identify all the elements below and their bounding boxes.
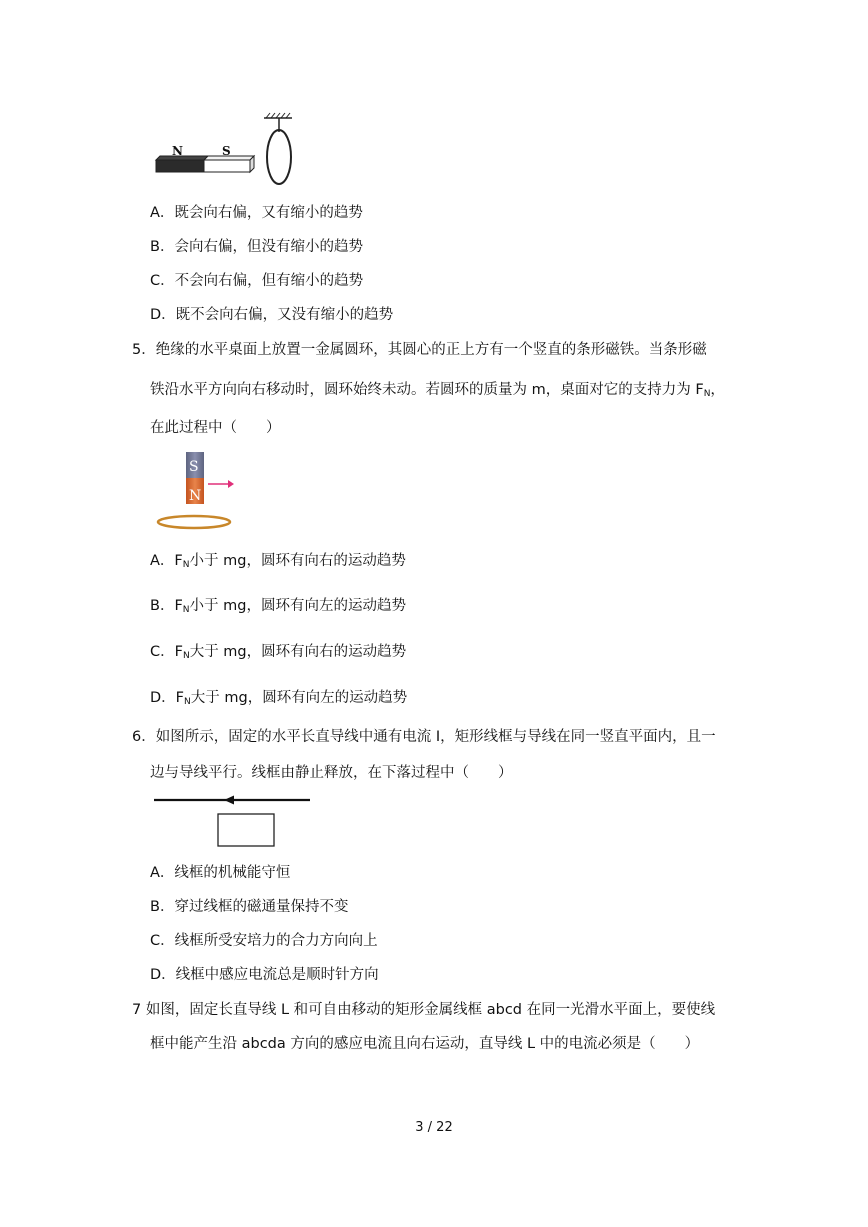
q6-option-a: A．线框的机械能守恒 xyxy=(150,865,291,881)
q7-stem-line1: 7 如图，固定长直导线 L 和可自由移动的矩形金属线框 abcd 在同一光滑水平面上，要使线 xyxy=(132,1002,716,1018)
bar-magnet xyxy=(156,156,254,172)
q5-option-a: A．$F_N$小于 mg，圆环有向右的运动趋势 xyxy=(150,553,406,570)
hanging-ring xyxy=(267,130,291,184)
q5-option-c: C．$F_N$大于 mg，圆环有向右的运动趋势 xyxy=(150,644,407,661)
motion-arrow xyxy=(208,480,234,488)
q7-stem-line2: 框中能产生沿 abcda 方向的感应电流且向右运动，直导线 L 中的电流必须是（ ） xyxy=(150,1036,700,1052)
magnet-n-label: N xyxy=(172,144,183,158)
q6-option-b: B．穿过线框的磁通量保持不变 xyxy=(150,899,349,915)
q6-option-c: C．线框所受安培力的合力方向向上 xyxy=(150,933,378,949)
q4-option-d: D．既不会向右偏，又没有缩小的趋势 xyxy=(150,307,394,323)
magnet-s-label: S xyxy=(222,144,231,158)
magnet-s-label: S xyxy=(189,459,199,475)
magnet-ring-figure xyxy=(150,110,310,190)
q4-option-c: C．不会向右偏，但有缩小的趋势 xyxy=(150,273,364,289)
vertical-magnet-ring-figure xyxy=(150,448,250,534)
current-wire xyxy=(154,796,310,805)
q5-option-b: B．$F_N$小于 mg，圆环有向左的运动趋势 xyxy=(150,598,406,615)
q6-option-d: D．线框中感应电流总是顺时针方向 xyxy=(150,967,379,983)
q5-stem-line3: 在此过程中（ ） xyxy=(150,420,281,436)
q4-option-b: B．会向右偏，但没有缩小的趋势 xyxy=(150,239,363,255)
wire-frame-figure xyxy=(150,792,320,852)
page-number: 3 / 22 xyxy=(415,1120,453,1135)
q5-option-d: D．$F_N$大于 mg，圆环有向左的运动趋势 xyxy=(150,690,408,707)
q5-stem-line1: 5．绝缘的水平桌面上放置一金属圆环，其圆心的正上方有一个竖直的条形磁铁。当条形磁 xyxy=(132,342,707,358)
rectangular-frame xyxy=(218,814,274,846)
magnet-n-label: N xyxy=(189,488,202,504)
q6-stem-line2: 边与导线平行。线框由静止释放，在下落过程中（ ） xyxy=(150,765,513,781)
q4-option-a: A．既会向右偏，又有缩小的趋势 xyxy=(150,205,363,221)
q5-stem-line2: 铁沿水平方向向右移动时，圆环始终未动。若圆环的质量为 m，桌面对它的支持力为 $F_N$， xyxy=(150,382,725,399)
q6-stem-line1: 6．如图所示，固定的水平长直导线中通有电流 I，矩形线框与导线在同一竖直平面内，且一 xyxy=(132,729,716,745)
metal-ring xyxy=(158,516,230,528)
